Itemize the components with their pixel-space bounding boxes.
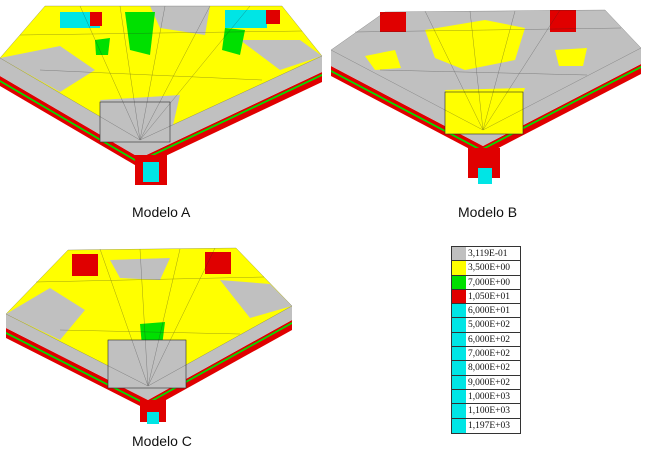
- caption-modelo-b: Modelo B: [458, 204, 518, 220]
- legend-label: 9,000E+02: [468, 377, 511, 388]
- color-scale-legend: [451, 246, 521, 434]
- legend-label: 1,000E+03: [468, 391, 511, 402]
- legend-swatch: [452, 361, 466, 374]
- legend-label: 7,000E+00: [468, 277, 511, 288]
- legend-row: [452, 276, 520, 290]
- legend-label: 6,000E+01: [468, 306, 511, 317]
- legend-swatch: [452, 376, 466, 389]
- legend-swatch: [452, 247, 466, 260]
- legend-row: [452, 419, 520, 433]
- legend-row: [452, 304, 520, 318]
- legend-swatch: [452, 347, 466, 360]
- legend-row: [452, 361, 520, 375]
- model-c-mesh-figure: [0, 240, 300, 425]
- legend-label: 3,500E+00: [468, 263, 511, 274]
- model-c-column: [108, 340, 186, 424]
- legend-row: [452, 333, 520, 347]
- caption-modelo-a: Modelo A: [132, 204, 191, 220]
- legend-swatch: [452, 419, 466, 433]
- legend-row: [452, 261, 520, 275]
- legend-label: 3,119E-01: [468, 249, 508, 259]
- legend-row: [452, 247, 520, 261]
- legend-swatch: [452, 333, 466, 346]
- legend-row: [452, 390, 520, 404]
- model-a-mesh-figure: [0, 0, 330, 195]
- legend-row: [452, 347, 520, 361]
- legend-swatch: [452, 290, 466, 303]
- caption-modelo-c: Modelo C: [132, 433, 192, 449]
- legend-label: 6,000E+02: [468, 334, 511, 345]
- legend-swatch: [452, 390, 466, 403]
- legend-label: 1,100E+03: [468, 406, 511, 417]
- legend-row: [452, 404, 520, 418]
- legend-swatch: [452, 318, 466, 331]
- model-b-mesh-figure: [325, 0, 645, 195]
- legend-label: 1,050E+01: [468, 291, 511, 302]
- legend-swatch: [452, 276, 466, 289]
- legend-row: [452, 376, 520, 390]
- legend-label: 5,000E+02: [468, 320, 511, 331]
- legend-label: 8,000E+02: [468, 363, 511, 374]
- legend-swatch: [452, 304, 466, 317]
- legend-label: 1,197E+03: [468, 420, 511, 431]
- legend-row: [452, 318, 520, 332]
- legend-swatch: [452, 404, 466, 417]
- legend-label: 7,000E+02: [468, 349, 511, 360]
- legend-swatch: [452, 261, 466, 274]
- legend-row: [452, 290, 520, 304]
